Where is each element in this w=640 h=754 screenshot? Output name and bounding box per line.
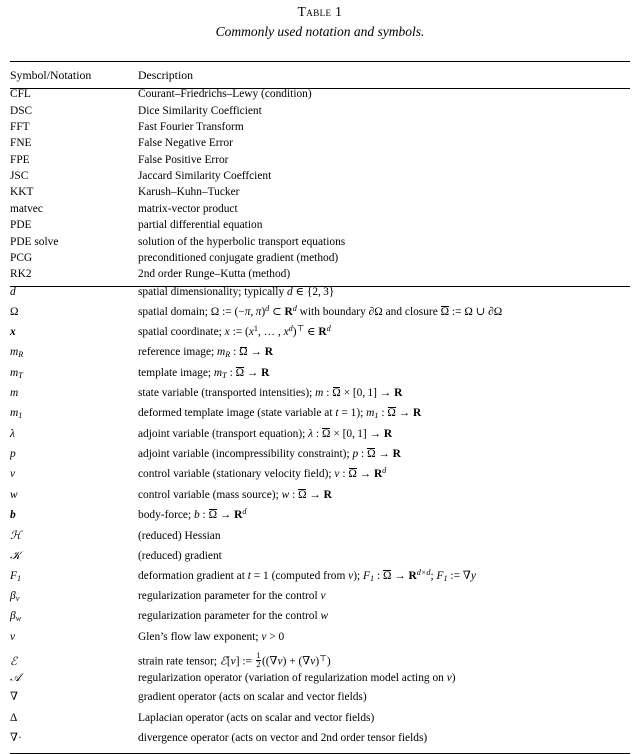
symbol-cell: λ xyxy=(10,427,15,440)
description-cell: Dice Similarity Coefficient xyxy=(138,104,262,117)
description-cell: partial differential equation xyxy=(138,219,263,232)
symbol-cell: ∇ xyxy=(10,691,18,704)
description-cell: adjoint variable (transport equation); λ : Ω × [0, 1] → R xyxy=(138,427,393,440)
table-row xyxy=(10,550,630,570)
table-row xyxy=(10,237,630,253)
table-row xyxy=(10,287,630,307)
symbol-cell: d xyxy=(10,285,16,298)
symbol-cell: ℰ xyxy=(10,653,17,668)
table-row xyxy=(10,632,630,652)
symbol-cell: Δ xyxy=(10,711,18,724)
notation-table xyxy=(10,62,630,88)
symbol-cell: 𝒜 xyxy=(10,670,21,685)
symbol-cell: PDE solve xyxy=(10,235,59,248)
table-row xyxy=(10,571,630,591)
symbol-cell: $F_1$ xyxy=(10,569,22,583)
table-row xyxy=(10,429,630,449)
table-row xyxy=(10,171,630,187)
table-title: Commonly used notation and symbols. xyxy=(215,23,425,39)
table-row xyxy=(10,220,630,236)
table-row xyxy=(10,692,630,712)
description-cell: matrix-vector product xyxy=(138,202,238,215)
table-row xyxy=(10,155,630,171)
description-cell: adjoint variable (incompressibility constraint); p : Ω → R xyxy=(138,447,401,460)
description-cell: regularization parameter for the control w xyxy=(138,610,329,623)
symbol-cell: $m_R$ xyxy=(10,346,24,360)
description-cell: regularization parameter for the control v xyxy=(138,590,326,602)
symbol-cell: $\beta_v$ xyxy=(10,590,20,603)
table-row xyxy=(10,733,630,753)
symbol-cell: ν xyxy=(10,630,16,643)
table-row xyxy=(10,187,630,203)
table-row xyxy=(10,449,630,469)
column-header-description: Description xyxy=(138,68,194,83)
description-cell: divergence operator (acts on vector and 2nd order tensor fields) xyxy=(138,732,428,745)
table-row xyxy=(10,368,630,388)
description-cell: False Negative Error xyxy=(138,137,233,150)
symbol-cell: ℋ xyxy=(10,528,22,543)
column-header-symbol: Symbol/Notation xyxy=(10,68,92,83)
description-cell: deformation gradient at t = 1 (computed from v); $F_1$ : $\Omega \to R^{d\times d}$; $F_1$ := ∇y xyxy=(138,567,476,583)
description-cell: reference image; $m_R$ : Ω → R xyxy=(138,346,273,360)
description-cell: spatial dimensionality; typically d ∈ {2, 3} xyxy=(138,285,335,298)
description-cell: template image; $m_T$ : Ω → R xyxy=(138,366,270,380)
description-cell: regularization operator (variation of regularization model acting on v) xyxy=(138,672,456,685)
symbol-cell: b xyxy=(10,508,16,521)
symbol-cell: $\beta_w$ xyxy=(10,610,22,624)
symbol-cell: PDE xyxy=(10,219,32,232)
description-cell: deformed template image (state variable at t = 1); $m_1$ : Ω → R xyxy=(138,407,422,421)
symbol-cell: Ω xyxy=(10,305,19,318)
description-cell: Karush–Kuhn–Tucker xyxy=(138,186,240,199)
description-cell: spatial domain; Ω := (−π, π)$^d$ ⊂ $R^d$ with boundary ∂Ω and closure Ω := Ω ∪ ∂Ω xyxy=(138,304,503,318)
description-cell: body-force; b : $\Omega \to R^d$ xyxy=(138,507,247,521)
description-cell: state variable (transported intensities); m : Ω × [0, 1] → R xyxy=(138,387,403,400)
description-cell: 2nd order Runge–Kutta (method) xyxy=(138,268,291,281)
description-cell: (reduced) Hessian xyxy=(138,530,221,543)
table-row xyxy=(10,530,630,550)
symbols-table xyxy=(10,287,630,754)
description-cell: Courant–Friedrichs–Lewy (condition) xyxy=(138,88,312,101)
acronyms-body xyxy=(10,89,630,285)
description-cell: Laplacian operator (acts on scalar and vector fields) xyxy=(138,711,375,724)
table-caption xyxy=(10,0,630,40)
table-row xyxy=(10,713,630,733)
symbol-cell: DSC xyxy=(10,104,33,117)
description-cell: control variable (stationary velocity field); v : $\Omega \to R^d$ xyxy=(138,466,387,481)
symbol-cell: p xyxy=(10,447,16,460)
acronyms-table xyxy=(10,89,630,285)
table-row xyxy=(10,388,630,408)
symbol-cell: PCG xyxy=(10,251,33,264)
table-row xyxy=(10,307,630,327)
table-row xyxy=(10,122,630,138)
table-row xyxy=(10,510,630,530)
description-cell: gradient operator (acts on scalar and vector fields) xyxy=(138,691,367,704)
description-cell: Glen’s flow law exponent; ν > 0 xyxy=(138,630,285,643)
symbol-cell: m xyxy=(10,387,19,400)
table-row xyxy=(10,89,630,105)
description-cell: preconditioned conjugate gradient (method) xyxy=(138,251,339,264)
table-header-row xyxy=(10,62,630,88)
description-cell: False Positive Error xyxy=(138,153,229,166)
table-row xyxy=(10,204,630,220)
table-row xyxy=(10,138,630,154)
description-cell: solution of the hyperbolic transport equations xyxy=(138,235,346,248)
description-cell: Fast Fourier Transform xyxy=(138,121,244,134)
table-row xyxy=(10,469,630,489)
table-header xyxy=(10,62,630,88)
table-row xyxy=(10,611,630,631)
table-row xyxy=(10,652,630,672)
table-row xyxy=(10,591,630,611)
table-row xyxy=(10,490,630,510)
description-cell: spatial coordinate; x := ($x^1$, … , $x^d)^⊤$ ∈ $R^d$ xyxy=(138,324,331,339)
symbol-cell: JSC xyxy=(10,170,29,183)
symbol-cell: KKT xyxy=(10,186,34,199)
symbol-cell: CFL xyxy=(10,88,31,101)
symbol-cell: FNE xyxy=(10,137,32,150)
symbol-cell: v xyxy=(10,468,16,481)
table-row xyxy=(10,408,630,428)
symbol-cell: FFT xyxy=(10,121,30,134)
symbol-cell: x xyxy=(10,326,16,339)
symbol-cell: RK2 xyxy=(10,268,32,281)
table-row xyxy=(10,347,630,367)
symbol-cell: ∇· xyxy=(10,732,22,745)
symbol-cell: FPE xyxy=(10,153,30,166)
table-number-label: Table 1 xyxy=(297,4,343,19)
table-row xyxy=(10,253,630,269)
symbol-cell: 𝒦 xyxy=(10,548,21,563)
symbols-body xyxy=(10,287,630,754)
table-row xyxy=(10,106,630,122)
description-cell: Jaccard Similarity Coeffcient xyxy=(138,170,272,183)
symbol-cell: matvec xyxy=(10,202,43,215)
table-row xyxy=(10,672,630,692)
symbol-cell: $m_T$ xyxy=(10,366,23,380)
description-cell: strain rate tensor; ℰ[v] := $\frac{1}{2}$ ((∇v) + (∇v)⊤) xyxy=(138,650,331,670)
table-row xyxy=(10,269,630,285)
symbol-cell: $m_1$ xyxy=(10,407,23,421)
symbol-cell: w xyxy=(10,488,18,501)
caption-table-gap xyxy=(10,40,630,61)
description-cell: control variable (mass source); w : Ω → R xyxy=(138,488,332,501)
description-cell: (reduced) gradient xyxy=(138,550,222,563)
table-row xyxy=(10,327,630,347)
